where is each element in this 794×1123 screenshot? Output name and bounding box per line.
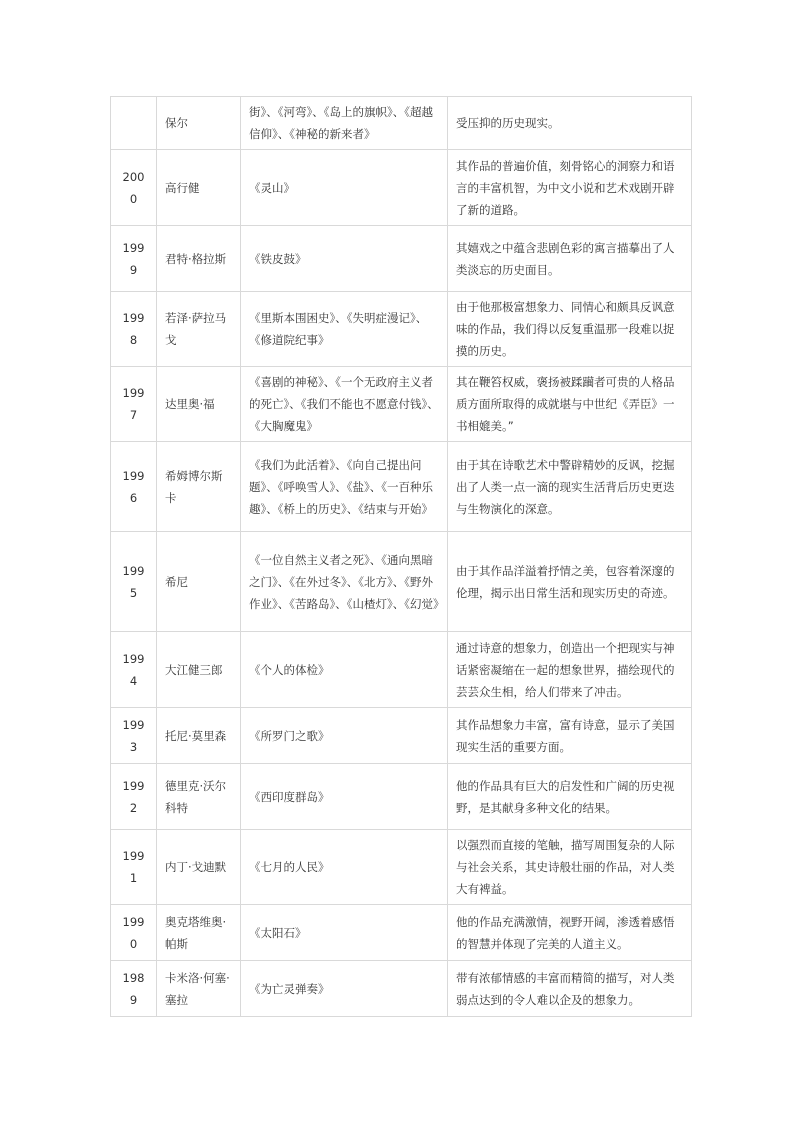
nobel-prize-table [110, 96, 692, 1017]
reason-cell: 他的作品充满激情，视野开阔，渗透着感悟的智慧并体现了完美的人道主义。 [448, 905, 692, 961]
reason-cell: 带有浓郁情感的丰富而精简的描写，对人类弱点达到的令人难以企及的想象力。 [448, 961, 692, 1017]
table-row [111, 830, 692, 905]
works-cell: 《喜剧的神秘》、《一个无政府主义者的死亡》、《我们不能也不愿意付钱》、《大胸魔鬼》 [241, 367, 448, 442]
table-row [111, 226, 692, 292]
author-cell: 君特·格拉斯 [157, 226, 241, 292]
author-cell: 若泽·萨拉马戈 [157, 292, 241, 367]
year-cell: 1997 [111, 367, 157, 442]
works-cell: 《一位自然主义者之死》、《通向黑暗之门》、《在外过冬》、《北方》、《野外作业》、《苦路岛》、《山楂灯》、《幻觉》 [241, 532, 448, 632]
year-cell: 1999 [111, 226, 157, 292]
year-cell: 1996 [111, 442, 157, 532]
year-cell: 1990 [111, 905, 157, 961]
reason-cell: 他的作品具有巨大的启发性和广阔的历史视野，是其献身多种文化的结果。 [448, 764, 692, 830]
works-cell: 《所罗门之歌》 [241, 708, 448, 764]
reason-cell: 由于他那极富想象力、同情心和颇具反讽意味的作品，我们得以反复重温那一段难以捉摸的历史。 [448, 292, 692, 367]
table-row [111, 367, 692, 442]
works-cell: 《我们为此活着》、《向自己提出问题》、《呼唤雪人》、《盐》、《一百种乐趣》、《桥上的历史》、《结束与开始》 [241, 442, 448, 532]
author-cell: 德里克·沃尔科特 [157, 764, 241, 830]
table-row [111, 764, 692, 830]
reason-cell: 其在鞭笞权威，褒扬被蹂躏者可贵的人格品质方面所取得的成就堪与中世纪《弄臣》一书相媲美。” [448, 367, 692, 442]
author-cell: 卡米洛·何塞·塞拉 [157, 961, 241, 1017]
works-cell: 《里斯本围困史》、《失明症漫记》、《修道院纪事》 [241, 292, 448, 367]
table-row [111, 961, 692, 1017]
author-cell: 奥克塔维奥·帕斯 [157, 905, 241, 961]
reason-cell: 其作品的普遍价值，刻骨铭心的洞察力和语言的丰富机智，为中文小说和艺术戏剧开辟了新的道路。 [448, 150, 692, 226]
works-cell: 《西印度群岛》 [241, 764, 448, 830]
table-row [111, 905, 692, 961]
year-cell [111, 97, 157, 150]
table-row [111, 632, 692, 708]
reason-cell: 其嬉戏之中蕴含悲剧色彩的寓言描摹出了人类淡忘的历史面目。 [448, 226, 692, 292]
reason-cell: 其作品想象力丰富，富有诗意，显示了美国现实生活的重要方面。 [448, 708, 692, 764]
reason-cell: 以强烈而直接的笔触，描写周围复杂的人际与社会关系，其史诗般壮丽的作品，对人类大有裨益。 [448, 830, 692, 905]
year-cell: 1991 [111, 830, 157, 905]
table-row [111, 97, 692, 150]
year-cell: 1995 [111, 532, 157, 632]
table-body [111, 97, 692, 1017]
author-cell: 大江健三郎 [157, 632, 241, 708]
works-cell: 《七月的人民》 [241, 830, 448, 905]
table-row [111, 292, 692, 367]
year-cell: 1998 [111, 292, 157, 367]
works-cell: 《为亡灵弹奏》 [241, 961, 448, 1017]
table-row [111, 442, 692, 532]
year-cell: 1993 [111, 708, 157, 764]
works-cell: 《太阳石》 [241, 905, 448, 961]
reason-cell: 通过诗意的想象力，创造出一个把现实与神话紧密凝缩在一起的想象世界，描绘现代的芸芸众生相，给人们带来了冲击。 [448, 632, 692, 708]
author-cell: 希姆博尔斯卡 [157, 442, 241, 532]
year-cell: 2000 [111, 150, 157, 226]
author-cell: 高行健 [157, 150, 241, 226]
year-cell: 1992 [111, 764, 157, 830]
author-cell: 内丁·戈迪默 [157, 830, 241, 905]
table-row [111, 532, 692, 632]
author-cell: 希尼 [157, 532, 241, 632]
reason-cell: 由于其在诗歌艺术中警辟精妙的反讽，挖掘出了人类一点一滴的现实生活背后历史更迭与生物演化的深意。 [448, 442, 692, 532]
author-cell: 托尼·莫里森 [157, 708, 241, 764]
reason-cell: 由于其作品洋溢着抒情之美，包容着深邃的伦理，揭示出日常生活和现实历史的奇迹。 [448, 532, 692, 632]
works-cell: 街》、《河弯》、《岛上的旗帜》、《超越信仰》、《神秘的新来者》 [241, 97, 448, 150]
table-row [111, 150, 692, 226]
works-cell: 《灵山》 [241, 150, 448, 226]
author-cell: 保尔 [157, 97, 241, 150]
reason-cell: 受压抑的历史现实。 [448, 97, 692, 150]
table-row [111, 708, 692, 764]
works-cell: 《铁皮鼓》 [241, 226, 448, 292]
year-cell: 1994 [111, 632, 157, 708]
works-cell: 《个人的体检》 [241, 632, 448, 708]
year-cell: 1989 [111, 961, 157, 1017]
author-cell: 达里奥·福 [157, 367, 241, 442]
